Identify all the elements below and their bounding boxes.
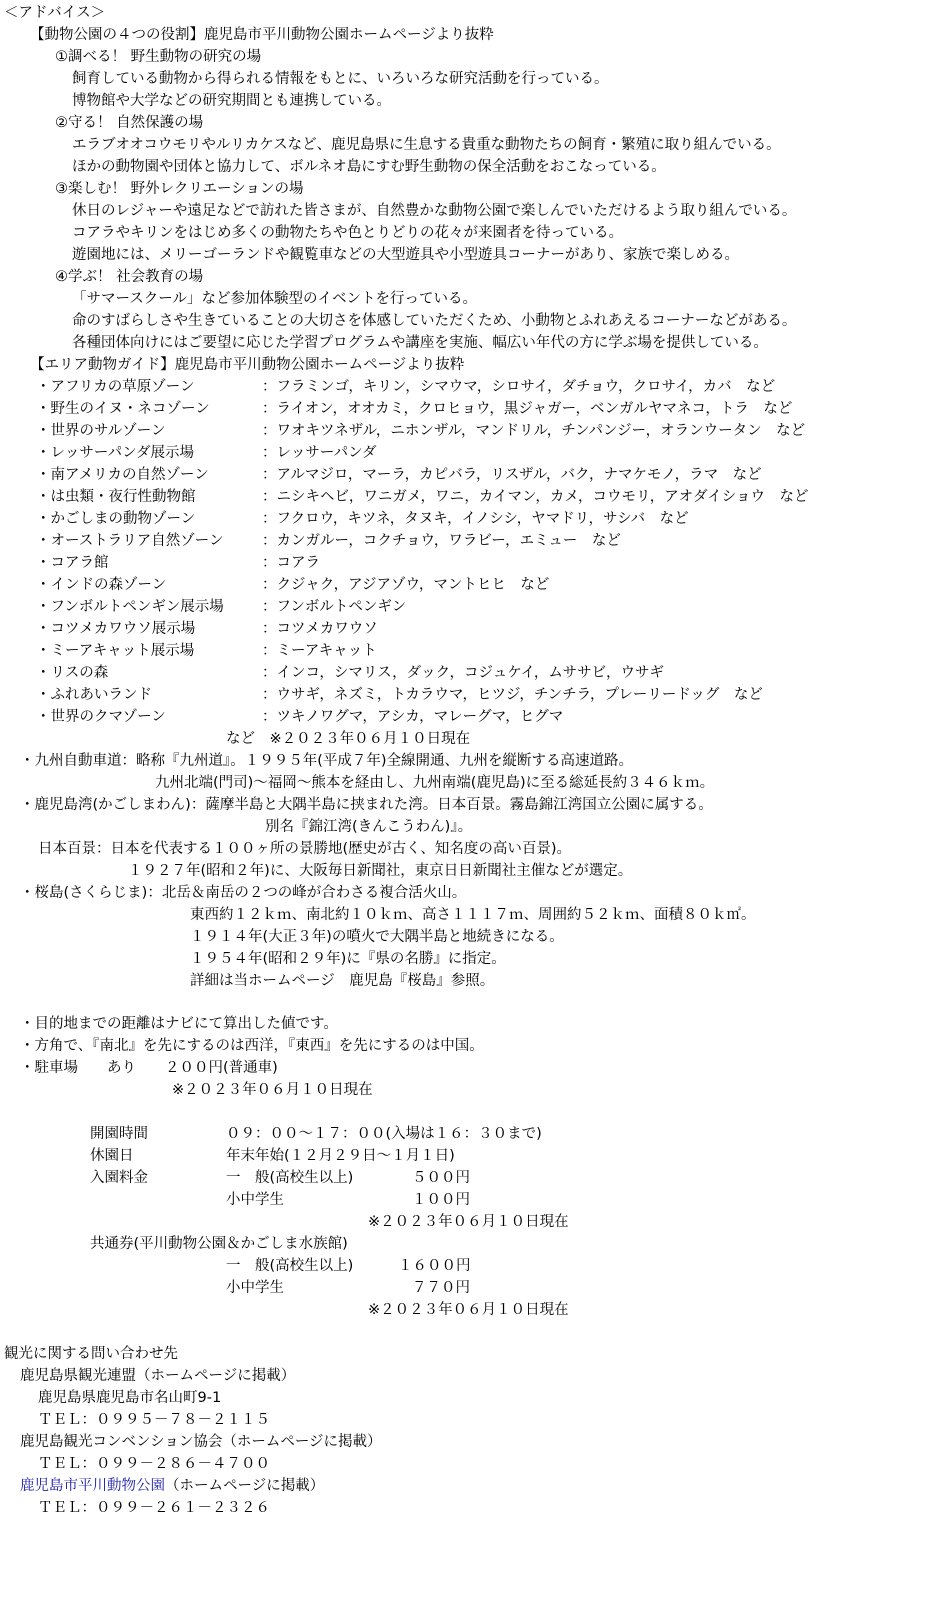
role-2-line-1: エラブオオコウモリやルリカケスなど、鹿児島県に生息する貴重な動物たちの飼育・繁殖に取り組んでいる。 xyxy=(72,137,781,153)
role-3-title: ③楽しむ！ 野外レクリエーションの場 xyxy=(55,181,304,197)
zone-name: ・フンボルトペンギン展示場 xyxy=(36,599,224,615)
combo-general-price: １６００円 xyxy=(398,1258,471,1274)
zone-name: ・アフリカの草原ゾーン xyxy=(36,379,195,395)
zone-animals: ：ウサギ，ネズミ，トカラウマ，ヒツジ，チンチラ，プレーリードッグ など xyxy=(262,687,763,703)
zone-name: ・コアラ館 xyxy=(36,555,109,571)
zone-name: ・オーストラリア自然ゾーン xyxy=(36,533,224,549)
hours-open-value: ０９：００～１７：００(入場は１６：３０まで) xyxy=(226,1126,542,1142)
contact-org-1-address: 鹿児島県鹿児島市名山町9-1 xyxy=(38,1390,222,1406)
hirakawa-zoo-link[interactable]: 鹿児島市平川動物公園 xyxy=(20,1478,165,1494)
zone-animals: ：ワオキツネザル，ニホンザル，マンドリル，チンパンジー，オランウータン など xyxy=(262,423,806,439)
zone-name: ・インドの森ゾーン xyxy=(36,577,167,593)
role-2-line-2: ほかの動物園や団体と協力して、ボルネオ島にすむ野生動物の保全活動をおこなっている。 xyxy=(72,159,666,175)
combo-child-price: ７７０円 xyxy=(412,1280,470,1296)
combo-ticket-label: 共通券(平川動物公園＆かごしま水族館) xyxy=(90,1236,348,1252)
role-2-title: ②守る！ 自然保護の場 xyxy=(55,115,204,131)
zone-animals: ：フンボルトペンギン xyxy=(262,599,407,615)
note-hyakkei-line-1: 日本百景：日本を代表する１００ヶ所の景勝地(歴史が古く、知名度の高い百景)。 xyxy=(38,841,572,857)
fee-label: 入園料金 xyxy=(90,1170,148,1186)
zone-animals: ：カンガルー，コクチョウ，ワラビー，エミュー など xyxy=(262,533,621,549)
note-hyakkei-line-2: １９２７年(昭和２年)に、大阪毎日新聞社，東京日日新聞社主催などが選定。 xyxy=(128,863,633,879)
fee-general-price: ５００円 xyxy=(412,1170,470,1186)
contacts-title: 観光に関する問い合わせ先 xyxy=(4,1346,178,1362)
role-4-title: ④学ぶ！ 社会教育の場 xyxy=(55,269,204,285)
zone-animals: ：ニシキヘビ，ワニガメ，ワニ，カイマン，カメ，コウモリ，アオダイショウ など xyxy=(262,489,809,505)
role-3-line-3: 遊園地には、メリーゴーランドや観覧車などの大型遊具や小型遊具コーナーがあり、家族で楽しめる。 xyxy=(72,247,739,263)
contact-org-3 xyxy=(20,1475,324,1497)
combo-general-label: 一 般(高校生以上) xyxy=(226,1258,354,1274)
area-guide-footnote: など ※２０２３年０６月１０日現在 xyxy=(226,731,471,747)
note-sakurajima-line-2: 東西約１２ｋｍ、南北約１０ｋｍ、高さ１１１７ｍ、周囲約５２ｋｍ、面積８０ｋ㎡。 xyxy=(190,907,756,923)
hours-open-label: 開園時間 xyxy=(90,1126,148,1142)
note-sakurajima-line-1: ・桜島(さくらじま)：北岳＆南岳の２つの峰が合わさる複合活火山。 xyxy=(20,885,467,901)
zone-animals: ：フクロウ，キツネ，タヌキ，イノシシ，ヤマドリ，サシバ など xyxy=(262,511,689,527)
zone-name: ・コツメカワウソ展示場 xyxy=(36,621,196,637)
zone-name: ・南アメリカの自然ゾーン xyxy=(36,467,209,483)
role-4-line-2: 命のすばらしさや生きていることの大切さを体感していただくため、小動物とふれあえるコーナーなどがある。 xyxy=(72,313,797,329)
zone-name: ・世界のサルゾーン xyxy=(36,423,166,439)
roles-title: 【動物公園の４つの役割】鹿児島市平川動物公園ホームページより抜粋 xyxy=(30,27,494,43)
combo-date: ※２０２３年０６月１０日現在 xyxy=(368,1302,569,1318)
fee-child-label: 小中学生 xyxy=(226,1192,284,1208)
note-parking: ・駐車場 あり ２００円(普通車) xyxy=(20,1060,278,1076)
contact-org-3-tel: ＴＥＬ：０９９－２６１－２３２６ xyxy=(38,1500,270,1516)
role-3-line-1: 休日のレジャーや遠足などで訪れた皆さまが、自然豊かな動物公園で楽しんでいただけるよう取り組んでいる。 xyxy=(72,203,797,219)
note-sakurajima-line-5: 詳細は当ホームページ 鹿児島『桜島』参照。 xyxy=(190,973,495,989)
role-1-line-1: 飼育している動物から得られる情報をもとに、いろいろな研究活動を行っている。 xyxy=(72,71,609,87)
zone-name: ・かごしまの動物ゾーン xyxy=(36,511,196,527)
zone-animals: ：フラミンゴ，キリン，シマウマ，シロサイ，ダチョウ，クロサイ，カバ など xyxy=(262,379,776,395)
zone-animals: ：レッサーパンダ xyxy=(262,445,377,461)
combo-child-label: 小中学生 xyxy=(226,1280,284,1296)
contact-org-3-suffix: （ホームページに掲載） xyxy=(165,1478,325,1494)
hours-closed-label: 休園日 xyxy=(90,1148,134,1164)
fee-general-label: 一 般(高校生以上) xyxy=(226,1170,354,1186)
zone-animals: ：コツメカワウソ xyxy=(262,621,378,637)
area-guide-title: 【エリア動物ガイド】鹿児島市平川動物公園ホームページより抜粋 xyxy=(30,357,465,373)
contact-org-1-tel: ＴＥＬ：０９９５－７８－２１１５ xyxy=(38,1412,270,1428)
note-bay-line-1: ・鹿児島湾(かごしまわん)：薩摩半島と大隅半島に挟まれた湾。日本百景。霧島錦江湾国立公園に属する。 xyxy=(20,797,713,813)
contact-org-2-tel: ＴＥＬ：０９９－２８６－４７００ xyxy=(38,1456,270,1472)
note-bay-line-2: 別名『錦江湾(きんこうわん)』。 xyxy=(265,819,473,835)
zone-name: ・ふれあいランド xyxy=(36,687,152,703)
fee-child-price: １００円 xyxy=(412,1192,470,1208)
zone-animals: ：コアラ xyxy=(262,555,320,571)
role-1-title: ①調べる！ 野生動物の研究の場 xyxy=(55,49,262,65)
zone-animals: ：ライオン，オオカミ，クロヒョウ，黒ジャガー，ベンガルヤマネコ，トラ など xyxy=(262,401,793,417)
advice-heading: ＜アドバイス＞ xyxy=(4,5,106,21)
zone-animals: ：ツキノワグマ，アシカ，マレーグマ，ヒグマ xyxy=(262,709,564,725)
zone-name: ・リスの森 xyxy=(36,665,109,681)
role-1-line-2: 博物館や大学などの研究期間とも連携している。 xyxy=(72,93,391,109)
note-parking-date: ※２０２３年０６月１０日現在 xyxy=(172,1082,373,1098)
note-kyushu-line-1: ・九州自動車道：略称『九州道』。１９９５年(平成７年)全線開通、九州を縦断する高速道路。 xyxy=(20,753,634,769)
note-distance: ・目的地までの距離はナビにて算出した値です。 xyxy=(20,1016,338,1032)
note-direction: ・方角で、『南北』を先にするのは西洋，『東西』を先にするのは中国。 xyxy=(20,1038,484,1054)
zone-name: ・ミーアキャット展示場 xyxy=(36,643,195,659)
zone-name: ・は虫類・夜行性動物館 xyxy=(36,489,196,505)
zone-animals: ：ミーアキャット xyxy=(262,643,377,659)
role-4-line-1: 「サマースクール」など参加体験型のイベントを行っている。 xyxy=(72,291,477,307)
role-3-line-2: コアラやキリンをはじめ多くの動物たちや色とりどりの花々が来園者を待っている。 xyxy=(72,225,623,241)
zone-name: ・野生のイヌ・ネコゾーン xyxy=(36,401,210,417)
zone-animals: ：アルマジロ，マーラ，カピバラ，リスザル，バク，ナマケモノ，ラマ など xyxy=(262,467,762,483)
zone-name: ・世界のクマゾーン xyxy=(36,709,166,725)
note-kyushu-line-2: 九州北端(門司)～福岡～熊本を経由し、九州南端(鹿児島)に至る総延長約３４６ｋｍ。 xyxy=(155,775,715,791)
contact-org-1-name: 鹿児島県観光連盟（ホームページに掲載） xyxy=(20,1368,296,1384)
contact-org-2-name: 鹿児島観光コンベンション協会（ホームページに掲載） xyxy=(20,1434,382,1450)
hours-closed-value: 年末年始(１２月２９日～１月１日) xyxy=(226,1148,455,1164)
zone-animals: ：クジャク，アジアゾウ，マントヒヒ など xyxy=(262,577,550,593)
note-sakurajima-line-4: １９５４年(昭和２９年)に『県の名勝』に指定。 xyxy=(190,951,506,967)
note-sakurajima-line-3: １９１４年(大正３年)の噴火で大隅半島と地続きになる。 xyxy=(190,929,564,945)
zone-animals: ：インコ，シマリス，ダック，コジュケイ，ムササビ，ウサギ xyxy=(262,665,664,681)
fee-date: ※２０２３年０６月１０日現在 xyxy=(368,1214,569,1230)
role-4-line-3: 各種団体向けにはご要望に応じた学習プログラムや講座を実施、幅広い年代の方に学ぶ場を提供している。 xyxy=(72,335,768,351)
zone-name: ・レッサーパンダ展示場 xyxy=(36,445,195,461)
